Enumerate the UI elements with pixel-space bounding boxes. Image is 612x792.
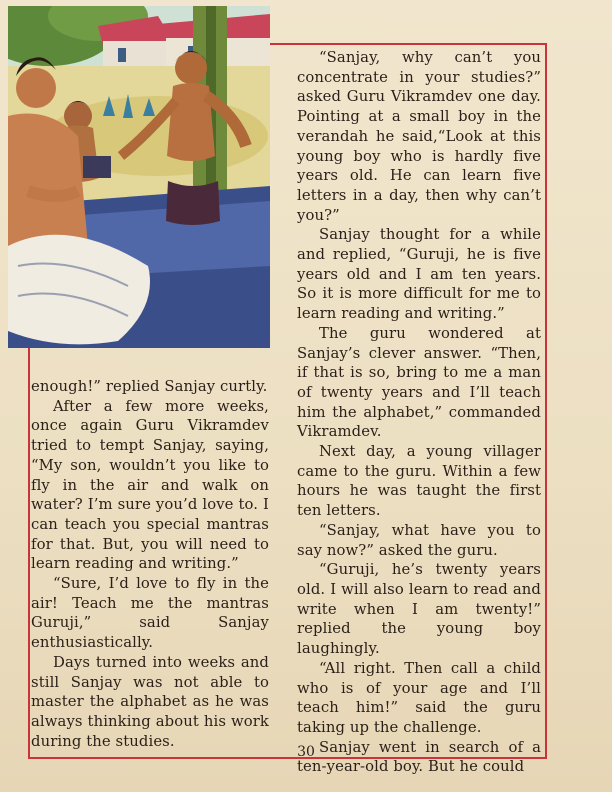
left-text-column <box>31 377 269 751</box>
paragraph: After a few more weeks, once again Guru Vikramdev tried to tempt Sanjay, saying, “My son, wouldn’t you like to fly in the air and walk on water? I’m sure you’d love to. I can teach you special mantras for that. But, you will need to learn reading and writing.” <box>31 397 269 573</box>
paragraph: “Sure, I’d love to fly in the air! Teach me the mantras Guruji,” said Sanjay enthusiastically. <box>31 575 269 652</box>
page-number: 30 <box>297 744 315 760</box>
border-rule-left <box>28 348 30 758</box>
border-rule-right <box>545 43 547 758</box>
paragraph: Days turned into weeks and still Sanjay was not able to master the alphabet as he was always thinking about his work during the studies. <box>31 653 269 750</box>
paragraph: enough!” replied Sanjay curtly. <box>31 378 268 395</box>
paragraph: “Sanjay, why can’t you concentrate in your studies?” asked Guru Vikramdev one day. Pointing at a small boy in the verandah he said,“Look at this young boy who is hardly five years old. He can learn five letters in a day, then why can’t you?” <box>297 49 541 224</box>
right-text-column <box>297 48 541 777</box>
story-illustration <box>8 6 270 348</box>
paragraph: Sanjay thought for a while and replied, “Guruji, he is five years old and I am ten years. So it is more difficult for me to learn reading and writing.” <box>297 226 541 323</box>
paragraph: “Guruji, he’s twenty years old. I will also learn to read and write when I am twenty!” replied the young boy laughingly. <box>297 561 541 658</box>
paragraph: The guru wondered at Sanjay’s clever answer. “Then, if that is so, bring to me a man of twenty years and I’ll teach him the alphabet,” commanded Vikramdev. <box>297 324 541 441</box>
paragraph: “All right. Then call a child who is of your age and I’ll teach him!” said the guru taking up the challenge. <box>297 659 541 736</box>
border-rule-top <box>270 43 546 45</box>
paragraph: Next day, a young villager came to the guru. Within a few hours he was taught the first ten letters. <box>297 443 541 520</box>
village-guru-teaching-boys-illustration <box>8 6 270 348</box>
paragraph: “Sanjay, what have you to say now?” asked the guru. <box>297 521 541 559</box>
paragraph: Sanjay went in search of a ten-year-old boy. But he could <box>297 738 541 776</box>
